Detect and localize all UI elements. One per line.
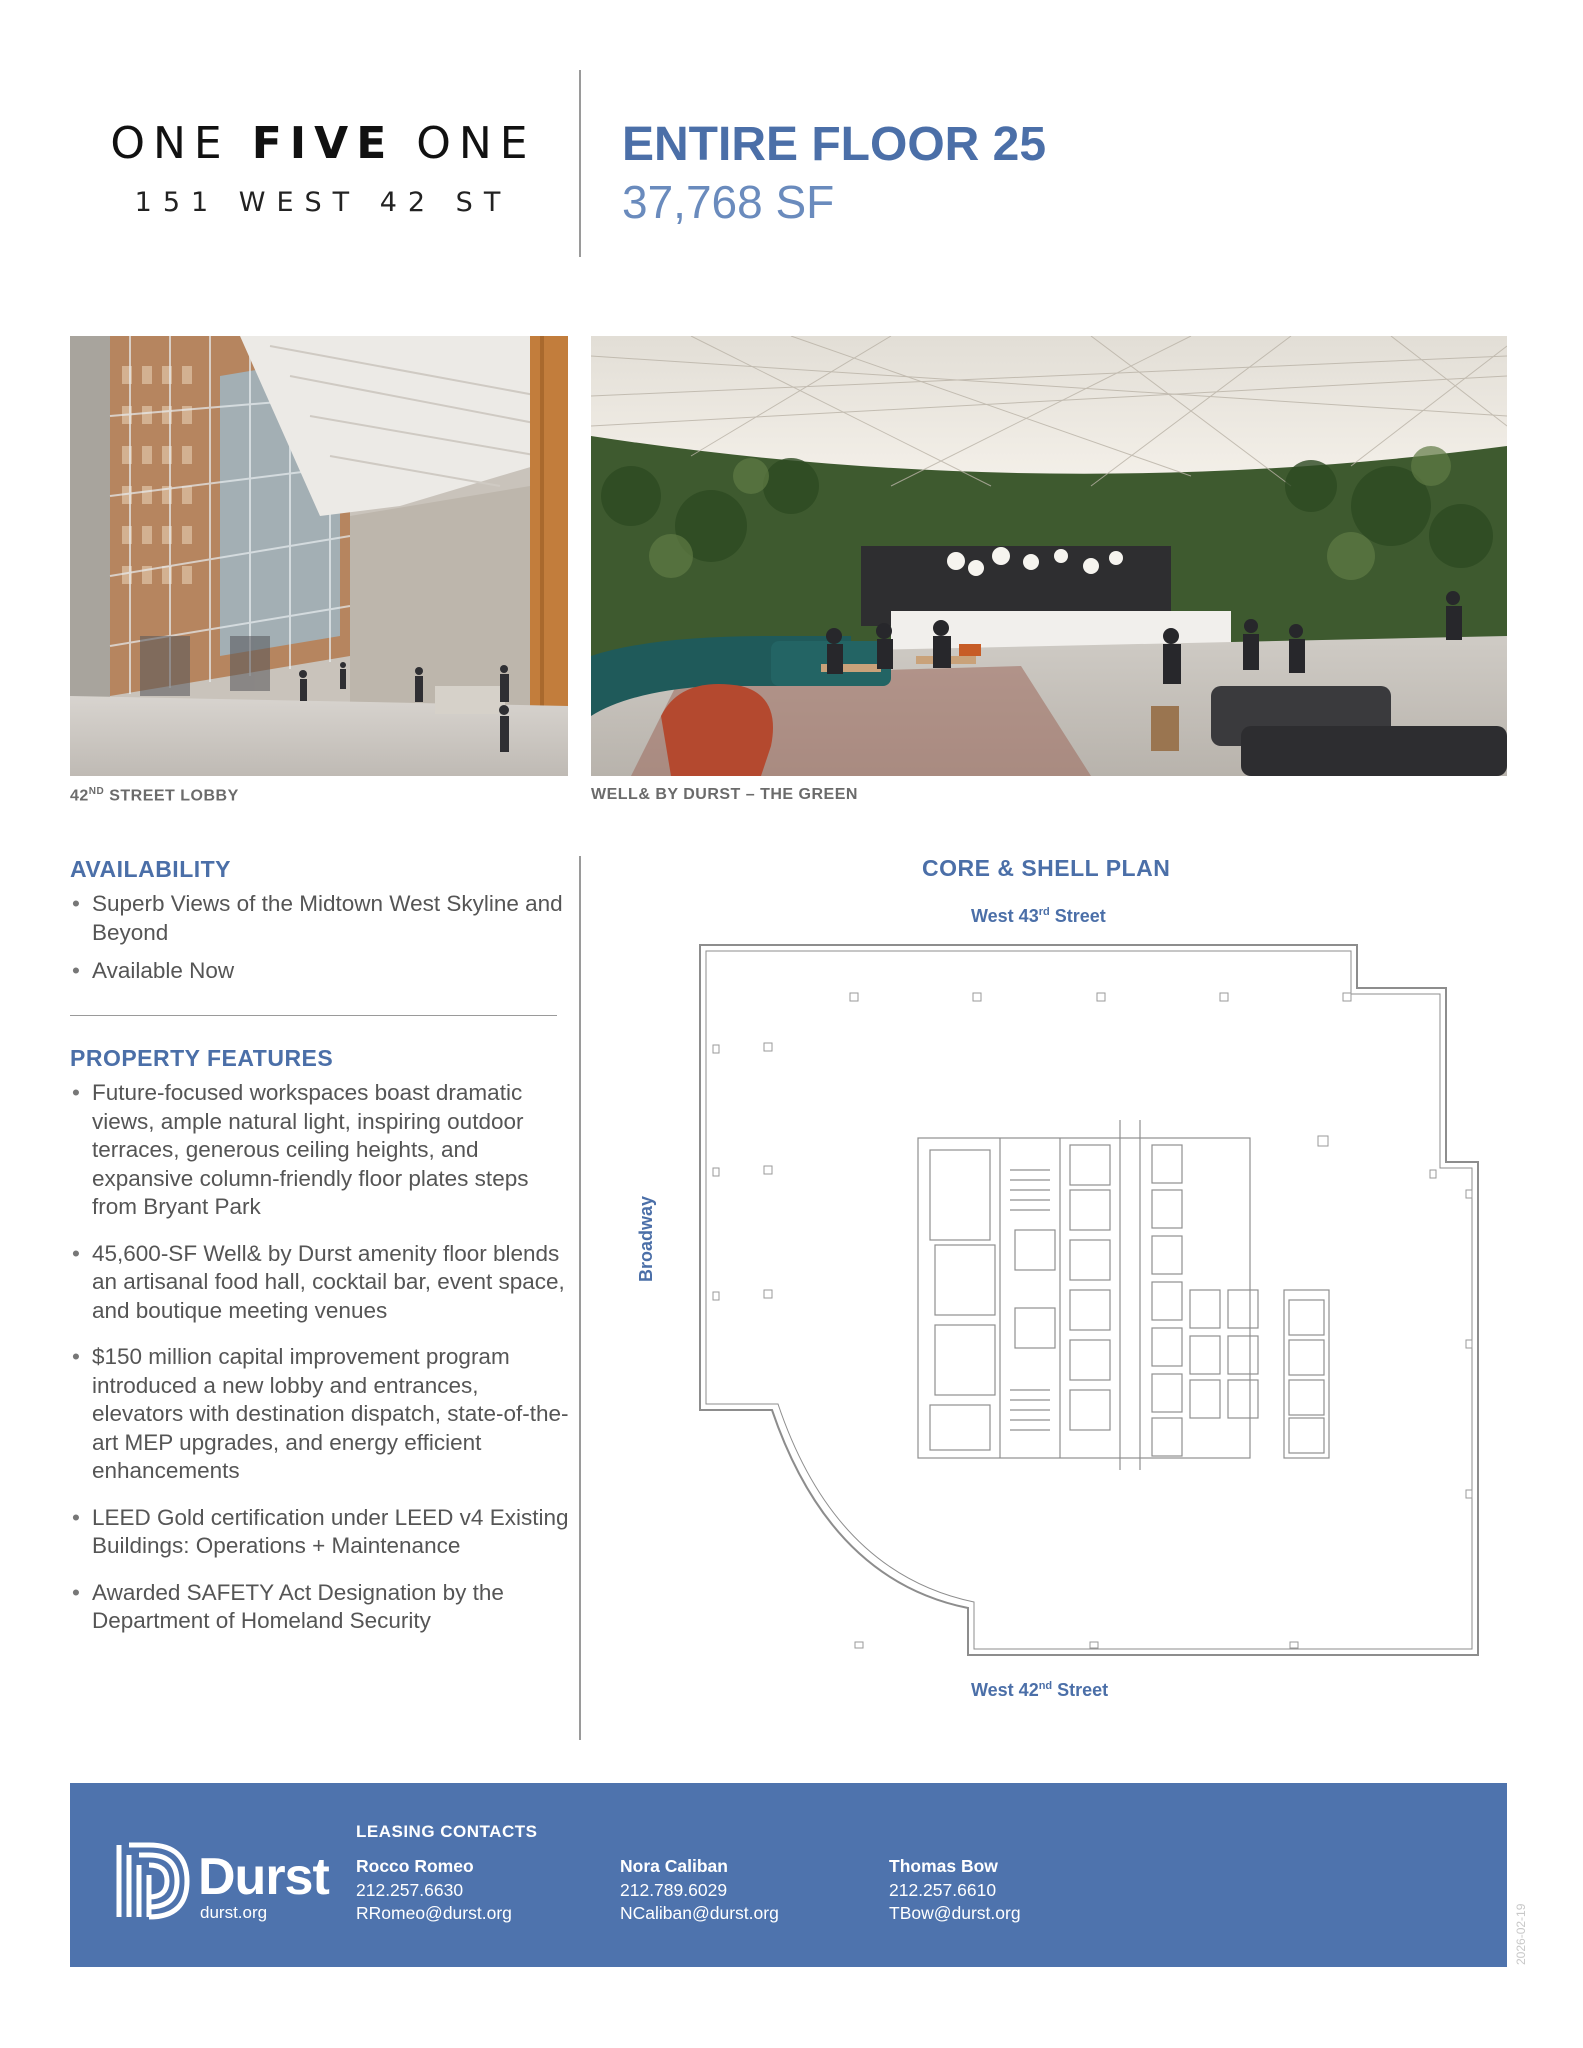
contact-phone[interactable]: 212.257.6630 xyxy=(356,1879,464,1900)
contact-name: Thomas Bow xyxy=(889,1856,998,1876)
lobby-photo xyxy=(70,336,568,776)
street-north-label: West 43rd Street xyxy=(971,906,1106,926)
feature-item: • $150 million capital improvement program introduced a new lobby and entrances, elevators with destination dispatch, state-of-the-art MEP upgrades, and energy efficient enhancements xyxy=(70,1343,570,1486)
core-shell-floor-plan xyxy=(690,940,1490,1660)
building-address: 151 WEST 42 ST xyxy=(134,187,512,218)
durst-logo-icon xyxy=(113,1841,193,1923)
availability-item: • Available Now xyxy=(70,957,570,986)
contact-email[interactable]: NCaliban@durst.org xyxy=(620,1903,779,1923)
building-logo: ONE FIVE ONE xyxy=(110,118,536,169)
plan-title: CORE & SHELL PLAN xyxy=(922,855,1171,881)
contact-name: Nora Caliban xyxy=(620,1856,728,1876)
street-south-label: West 42nd Street xyxy=(971,1680,1109,1700)
contact-card xyxy=(356,1855,512,1926)
durst-wordmark: Durst xyxy=(198,1848,329,1906)
date-stamp: 2026-02-19 xyxy=(1514,1903,1528,1965)
header-divider xyxy=(579,70,581,257)
availability-item: • Superb Views of the Midtown West Skyline and Beyond xyxy=(70,890,570,947)
feature-item: • LEED Gold certification under LEED v4 Existing Buildings: Operations + Maintenance xyxy=(70,1504,570,1561)
availability-list xyxy=(70,890,570,1004)
green-caption: WELL& BY DURST – THE GREEN xyxy=(591,786,858,803)
features-list xyxy=(70,1079,570,1654)
contacts-footer xyxy=(70,1783,1507,1967)
features-heading: PROPERTY FEATURES xyxy=(70,1045,334,1071)
feature-item: • 45,600-SF Well& by Durst amenity floor blends an artisanal food hall, cocktail bar, event space, and boutique meeting venues xyxy=(70,1240,570,1326)
floor-area: 37,768 SF xyxy=(622,176,835,228)
column-divider xyxy=(579,856,581,1740)
contact-card xyxy=(620,1855,779,1926)
feature-item: • Future-focused workspaces boast dramatic views, ample natural light, inspiring outdoor terraces, generous ceiling heights, and expansive column-friendly floor plates steps from Bryant Park xyxy=(70,1079,570,1222)
contact-name: Rocco Romeo xyxy=(356,1856,474,1876)
floor-title: ENTIRE FLOOR 25 xyxy=(622,118,1047,171)
durst-url[interactable]: durst.org xyxy=(200,1903,268,1922)
leasing-contacts-heading: LEASING CONTACTS xyxy=(356,1822,538,1841)
contact-phone[interactable]: 212.257.6610 xyxy=(889,1879,997,1900)
section-divider xyxy=(70,1015,557,1016)
contact-email[interactable]: RRomeo@durst.org xyxy=(356,1903,512,1923)
contact-card xyxy=(889,1855,1021,1926)
street-west-label: Broadway xyxy=(636,1195,656,1282)
availability-heading: AVAILABILITY xyxy=(70,856,232,882)
the-green-photo xyxy=(591,336,1507,776)
lobby-caption: 42ND STREET LOBBY xyxy=(70,786,239,805)
contact-phone[interactable]: 212.789.6029 xyxy=(620,1879,728,1900)
contact-email[interactable]: TBow@durst.org xyxy=(889,1903,1021,1923)
feature-item: • Awarded SAFETY Act Designation by the Department of Homeland Security xyxy=(70,1579,570,1636)
